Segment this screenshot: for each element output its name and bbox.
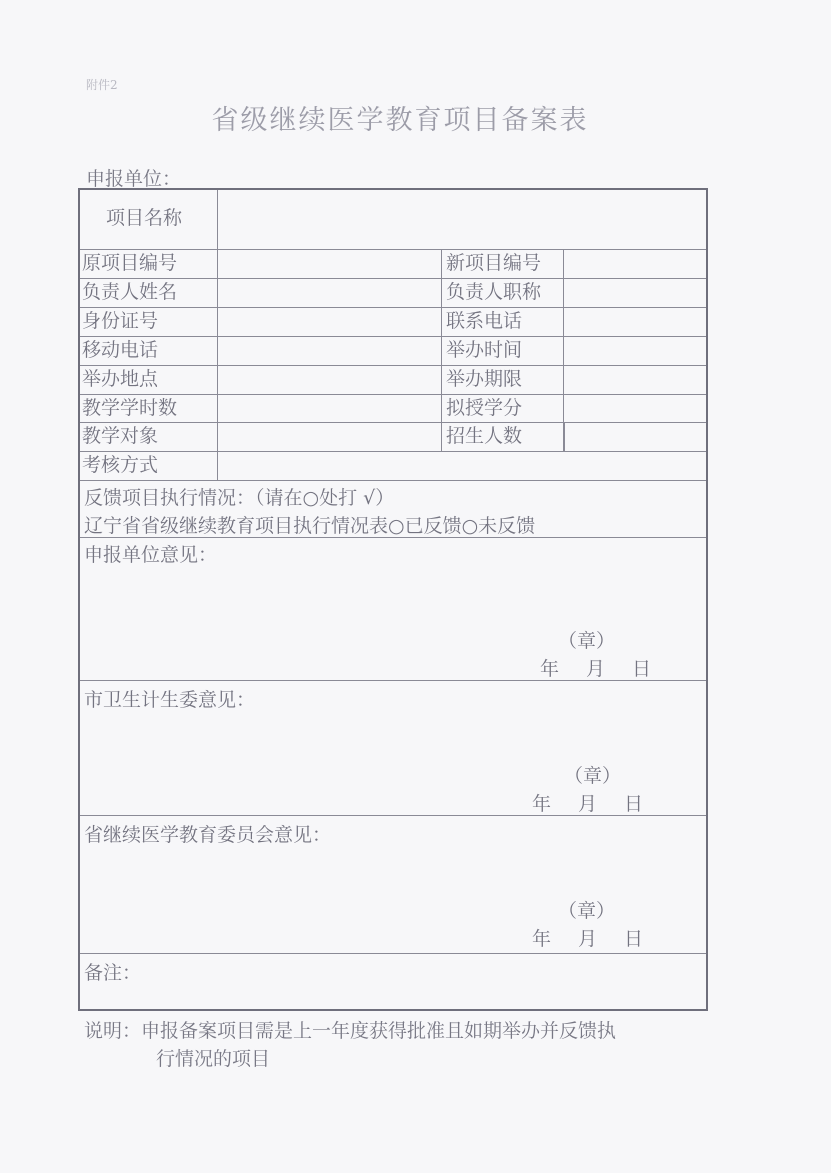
opinion-label: 省继续医学教育委员会意见： xyxy=(84,824,332,846)
pair-row xyxy=(80,366,706,395)
pair-row xyxy=(80,337,706,366)
pair-right-field[interactable] xyxy=(564,395,708,422)
pair-left-label: 身份证号 xyxy=(82,310,159,332)
assessment-field[interactable] xyxy=(218,452,708,480)
pair-left-field[interactable] xyxy=(218,423,442,451)
pair-left-label: 移动电话 xyxy=(82,339,159,361)
applicant-unit-label: 申报单位： xyxy=(86,168,182,190)
date-label: 年 月 日 xyxy=(532,928,648,950)
pair-row xyxy=(80,395,706,423)
pair-right-field[interactable] xyxy=(564,250,708,278)
pair-left-label: 教学对象 xyxy=(82,425,159,447)
project-name-field[interactable] xyxy=(218,190,708,249)
pair-right-label: 联系电话 xyxy=(446,310,523,332)
pair-right-field[interactable] xyxy=(564,279,708,307)
opinion-label: 市卫生计生委意见： xyxy=(84,689,256,711)
pair-row xyxy=(80,250,706,279)
pair-right-label: 举办时间 xyxy=(446,339,523,361)
pair-left-label: 教学学时数 xyxy=(82,397,178,419)
opinion-section-city xyxy=(80,681,706,816)
feedback-instruction: 反馈项目执行情况：（请在○处打 √） xyxy=(84,487,395,509)
pair-left-label: 原项目编号 xyxy=(82,252,178,274)
opinion-section-province xyxy=(80,816,706,954)
pair-left-field[interactable] xyxy=(218,366,442,394)
pair-right-field[interactable] xyxy=(564,366,708,394)
pair-left-field[interactable] xyxy=(218,250,442,278)
explanation-note: 说明：申报备案项目需是上一年度获得批准且如期举办并反馈执 xyxy=(84,1020,617,1042)
project-name-row xyxy=(80,190,706,250)
explanation-note-continued: 行情况的项目 xyxy=(156,1048,271,1070)
opinion-label: 申报单位意见： xyxy=(84,544,218,566)
seal-label: （章） xyxy=(558,900,616,922)
pair-row xyxy=(80,423,706,452)
seal-label: （章） xyxy=(564,765,622,787)
pair-left-field[interactable] xyxy=(218,279,442,307)
date-label: 年 月 日 xyxy=(532,793,648,815)
remarks-row xyxy=(80,954,706,1011)
pair-left-label: 负责人姓名 xyxy=(82,281,178,303)
pair-left-label: 举办地点 xyxy=(82,368,159,390)
filing-form-table xyxy=(78,188,708,1011)
feedback-options[interactable]: 辽宁省省级继续教育项目执行情况表○已反馈○未反馈 xyxy=(84,515,536,537)
pair-right-field[interactable] xyxy=(564,308,708,336)
pair-row xyxy=(80,279,706,308)
pair-row xyxy=(80,308,706,337)
pair-right-field[interactable] xyxy=(564,337,708,365)
feedback-row xyxy=(80,481,706,538)
pair-left-field[interactable] xyxy=(218,395,442,422)
pair-left-field[interactable] xyxy=(218,337,442,365)
date-label: 年 月 日 xyxy=(540,658,656,680)
pair-left-field[interactable] xyxy=(218,308,442,336)
pair-right-label: 举办期限 xyxy=(446,368,523,390)
pair-right-label: 负责人职称 xyxy=(446,281,542,303)
assessment-row xyxy=(80,452,706,481)
attachment-label: 附件2 xyxy=(86,78,118,92)
pair-right-label: 拟授学分 xyxy=(446,397,523,419)
seal-label: （章） xyxy=(558,630,616,652)
opinion-section-applicant xyxy=(80,538,706,681)
page-title: 省级继续医学教育项目备案表 xyxy=(211,105,589,136)
pair-right-label: 新项目编号 xyxy=(446,252,542,274)
pair-right-label: 招生人数 xyxy=(446,425,523,447)
assessment-label: 考核方式 xyxy=(82,454,159,476)
remarks-label: 备注： xyxy=(84,962,142,984)
project-name-label: 项目名称 xyxy=(106,207,183,229)
